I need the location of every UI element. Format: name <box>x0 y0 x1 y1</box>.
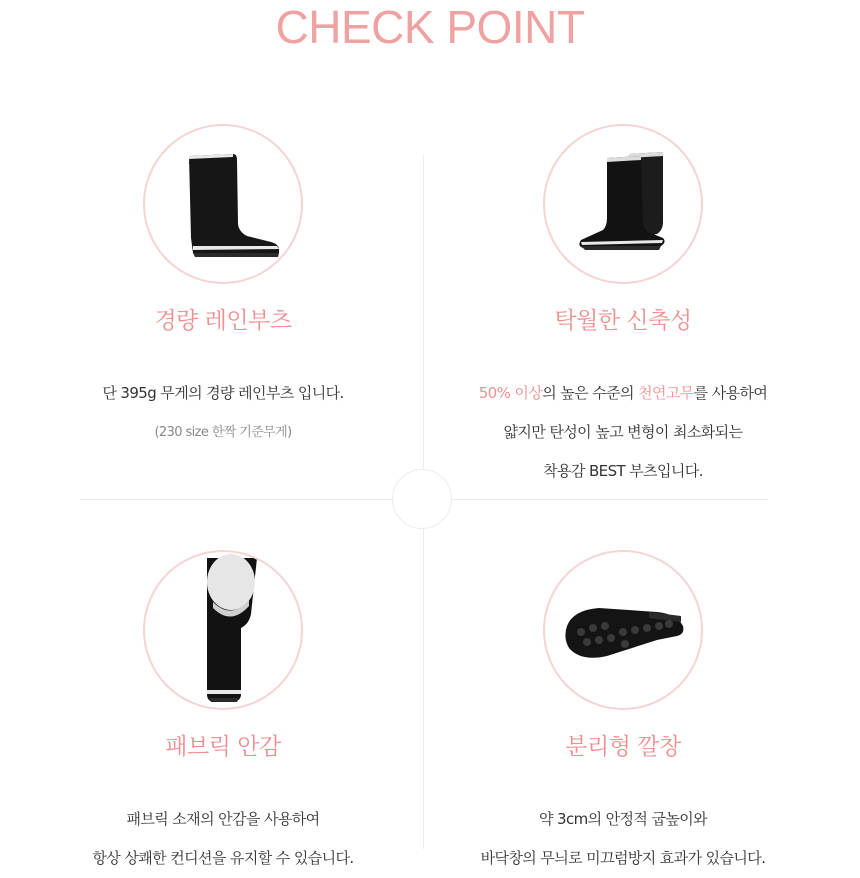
insole-boot-image <box>543 550 703 710</box>
lightweight-boot-image <box>143 124 303 284</box>
description-line: 얇지만 탄성이 높고 변형이 최소화되는 <box>503 423 743 441</box>
rain-boot-sole-icon <box>545 552 703 710</box>
horizontal-divider-right <box>452 499 768 500</box>
description-line: 패브릭 소재의 안감을 사용하여 <box>126 810 320 828</box>
point-description <box>408 374 838 491</box>
rain-boot-pair-icon <box>545 126 703 284</box>
point-description <box>8 800 438 878</box>
point-description <box>408 800 838 878</box>
point-description <box>8 374 438 453</box>
point-heading: 분리형 깔창 <box>565 734 681 760</box>
description-text: 의 높은 수준의 <box>542 384 639 402</box>
rain-boot-side-icon <box>145 126 303 284</box>
page-title: CHECK POINT <box>275 1 585 53</box>
description-line: 약 3cm의 안정적 굽높이와 <box>538 810 708 828</box>
highlight-text: 50% 이상 <box>478 384 543 402</box>
horizontal-divider-left <box>80 499 392 500</box>
highlight-text: 천연고무 <box>638 384 694 402</box>
point-heading: 패브릭 안감 <box>165 734 281 760</box>
description-line: 항상 상쾌한 컨디션을 유지할 수 있습니다. <box>92 849 354 867</box>
description-line <box>408 374 838 413</box>
fabric-lining-boot-image <box>143 550 303 710</box>
point-heading: 탁월한 신축성 <box>554 308 692 334</box>
description-text: 를 사용하여 <box>693 384 768 402</box>
rain-boot-lining-icon <box>145 552 303 710</box>
weight-note: (230 size 한짝 기준무게) <box>154 425 292 440</box>
description-line: 착용감 BEST 부츠입니다. <box>543 462 703 480</box>
description-line: 단 395g 무게의 경량 레인부츠 입니다. <box>102 384 344 402</box>
description-line: 바닥창의 무늬로 미끄럼방지 효과가 있습니다. <box>480 849 766 867</box>
elasticity-boot-image <box>543 124 703 284</box>
point-heading: 경량 레인부츠 <box>154 308 292 334</box>
